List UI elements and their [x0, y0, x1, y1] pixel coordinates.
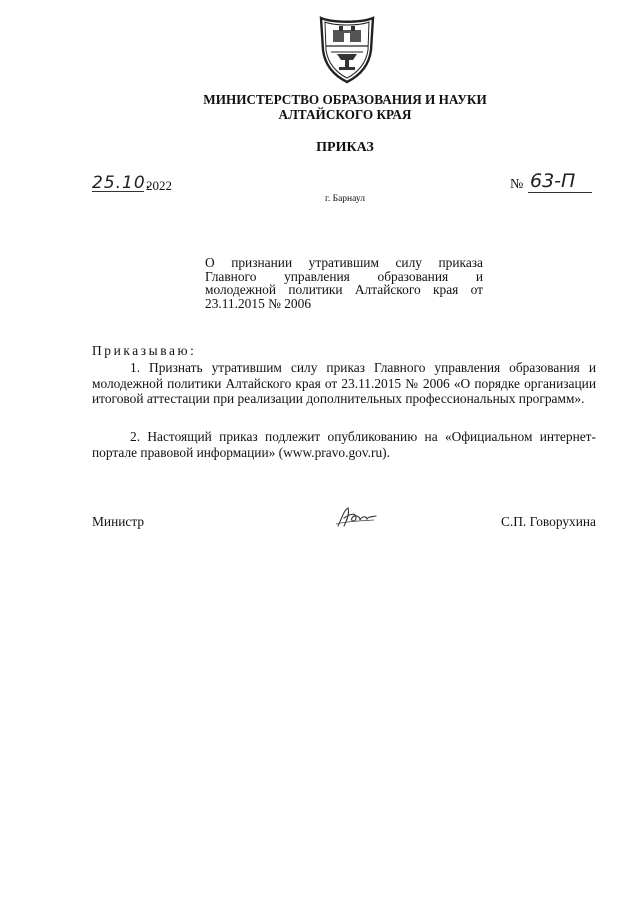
order-subject: О признании утратившим силу приказа Главного управления образования и молодежной политики Алтайского края от 23.11.2015 № 2006 — [205, 255, 483, 311]
number-underline — [528, 192, 592, 193]
signer-position: Министр — [92, 514, 145, 529]
signer-name: С.П. Говорухина — [500, 514, 596, 529]
ministry-name-line2: АЛТАЙСКОГО КРАЯ — [278, 107, 412, 122]
order-number — [510, 170, 590, 196]
order-word: Приказываю: — [92, 343, 197, 358]
handwritten-signature-icon — [334, 504, 378, 530]
handwritten-number: 63-П — [530, 170, 576, 192]
ministry-name — [150, 92, 540, 122]
ministry-name-line1: МИНИСТЕРСТВО ОБРАЗОВАНИЯ И НАУКИ — [203, 92, 487, 107]
number-sign: № — [510, 177, 524, 192]
date-underline — [92, 191, 144, 192]
altai-krai-coat-of-arms-icon — [311, 12, 383, 84]
handwritten-date: 25.10. — [92, 173, 153, 193]
city: г. Барнаул — [325, 194, 365, 204]
document-type: ПРИКАЗ — [316, 140, 374, 155]
order-date — [92, 173, 212, 197]
date-year: 2022 — [146, 178, 172, 193]
order-clause: 1. Признать утратившим силу приказ Главного управления образования и молодежной политики Алтайского края от 23.11.2015 № 2006 «О порядке организации итоговой аттестации при реализации дополнительных профессиональных программ». — [92, 360, 596, 407]
order-clause: 2. Настоящий приказ подлежит опубликованию на «Официальном интернет-портале правовой информации» (www.pravo.gov.ru). — [92, 429, 596, 460]
